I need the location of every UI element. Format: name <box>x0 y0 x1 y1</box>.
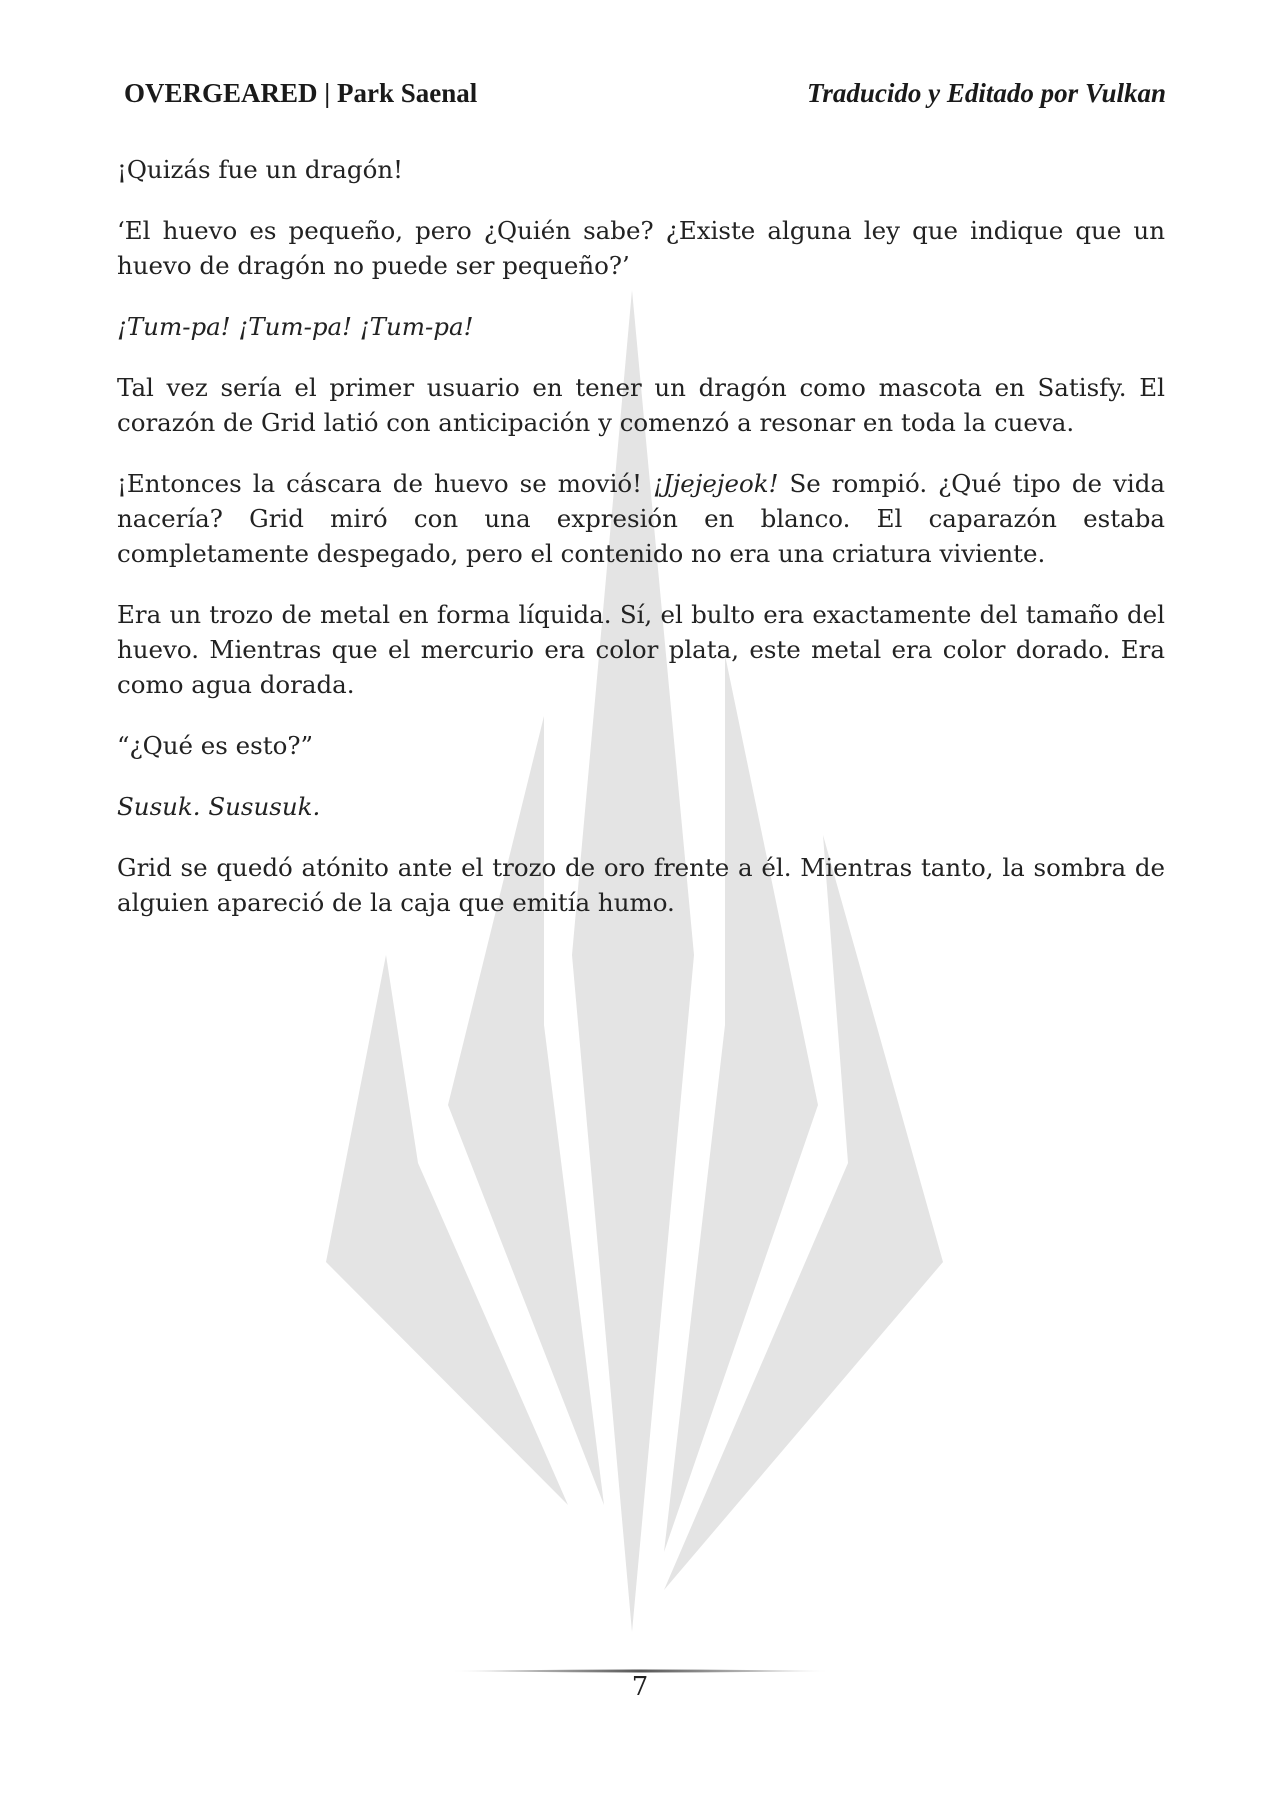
paragraph: ‘El huevo es pequeño, pero ¿Quién sabe? ¿Existe alguna ley que indique que un huevo de dragón no puede ser pequeño?’ <box>117 216 1165 280</box>
page-number: 7 <box>631 1672 649 1702</box>
chapter-body <box>117 152 1165 946</box>
paragraph: Era un trozo de metal en forma líquida. Sí, el bulto era exactamente del tamaño del huevo. Mientras que el mercurio era color plata, este metal era color dorado. Era como agua dorada. <box>117 600 1165 699</box>
page-header <box>124 78 1166 114</box>
paragraph-sound-effect: Susuk. Sususuk. <box>117 792 321 821</box>
paragraph <box>117 466 1165 571</box>
paragraph-segment: Se rompió. ¿Qué tipo de vida nacería? Grid miró con una expresión en blanco. El caparazón estaba completamente despegado, pero el contenido no era una criatura viviente. <box>117 469 1166 568</box>
sound-effect-text: ¡Jjejejeok! <box>653 469 779 498</box>
header-book-title: OVERGEARED | Park Saenal <box>124 78 478 108</box>
paragraph: ¡Quizás fue un dragón! <box>117 155 403 184</box>
paragraph-sound-effect: ¡Tum-pa! ¡Tum-pa! ¡Tum-pa! <box>117 312 474 341</box>
paragraph: Tal vez sería el primer usuario en tener un dragón como mascota en Satisfy. El corazón de Grid latió con anticipación y comenzó a resonar en toda la cueva. <box>117 373 1165 437</box>
paragraph-dialogue: “¿Qué es esto?” <box>117 731 313 760</box>
paragraph-segment: ¡Entonces la cáscara de huevo se movió! <box>117 469 654 498</box>
header-translator-credit: Traducido y Editado por Vulkan <box>806 78 1166 108</box>
paragraph: Grid se quedó atónito ante el trozo de oro frente a él. Mientras tanto, la sombra de alguien apareció de la caja que emitía humo. <box>117 853 1165 917</box>
